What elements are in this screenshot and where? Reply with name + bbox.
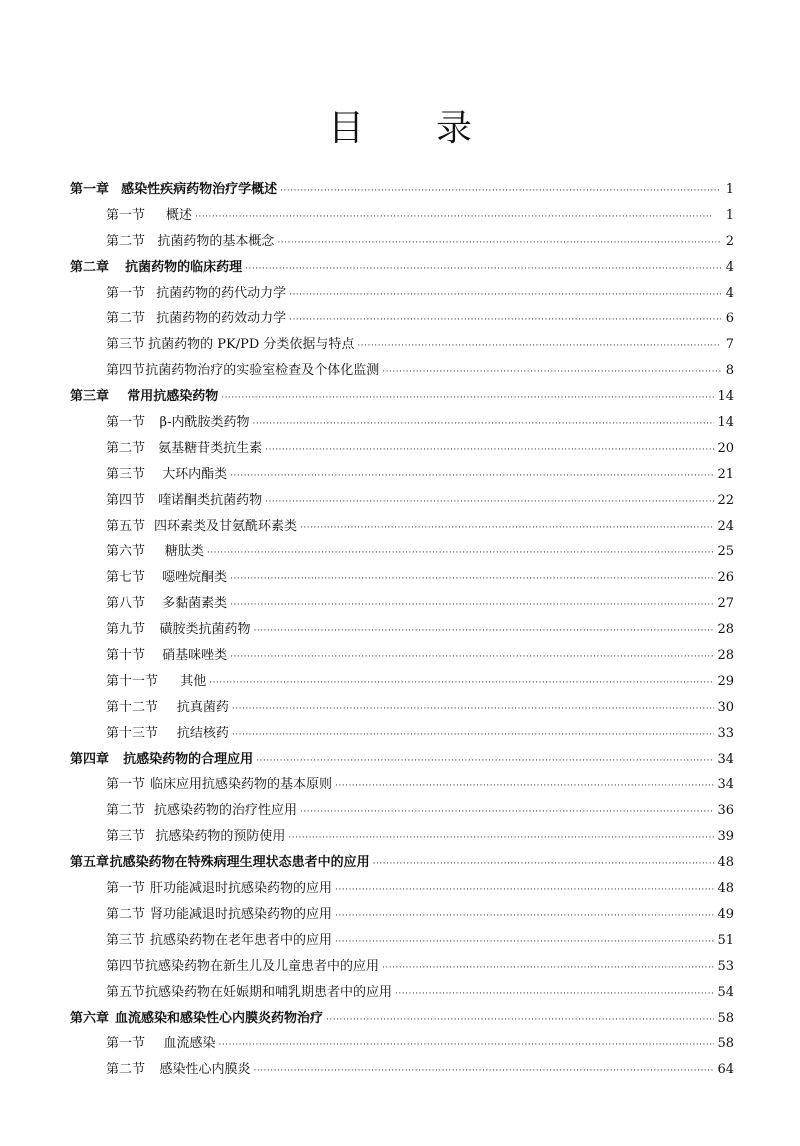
entry-title: 肝功能减退时抗感染药物的应用 [149, 881, 332, 897]
dot-leader [230, 643, 714, 671]
entry-title: 抗感染药物在特殊病理生理状态患者中的应用 [109, 855, 370, 871]
toc-section-entry[interactable] [70, 824, 734, 850]
entry-title: 四环素类及甘氨酰环素类 [154, 518, 298, 534]
entry-page-number: 4 [725, 259, 734, 275]
entry-page-number: 34 [717, 777, 734, 793]
entry-page-number: 1 [725, 207, 734, 223]
entry-page-number: 24 [717, 518, 734, 534]
toc-section-entry[interactable] [70, 565, 734, 591]
dot-leader [373, 850, 715, 878]
entry-title: 糖肽类 [164, 544, 204, 560]
entry-page-number: 14 [717, 389, 734, 405]
entry-title: β-内酰胺类药物 [159, 415, 250, 431]
toc-section-entry[interactable] [70, 358, 734, 384]
entry-number: 第二节 [106, 440, 146, 456]
toc-section-entry[interactable] [70, 902, 734, 928]
toc-section-entry[interactable] [70, 462, 734, 488]
entry-page-number: 20 [717, 440, 734, 456]
toc-chapter-entry[interactable] [70, 255, 734, 281]
toc-section-entry[interactable] [70, 514, 734, 540]
entry-number: 第三节 [106, 932, 146, 948]
dot-leader [289, 281, 721, 309]
dot-leader [232, 695, 715, 723]
dot-leader [232, 721, 715, 749]
entry-number: 第二章 [70, 259, 110, 275]
entry-number: 第六章 [70, 1010, 110, 1026]
entry-number: 第一节 [106, 881, 146, 897]
toc-section-entry[interactable] [70, 410, 734, 436]
entry-number: 第一章 [70, 182, 110, 197]
toc-section-entry[interactable] [70, 332, 734, 358]
toc-section-entry[interactable] [70, 876, 734, 902]
page-title: 目录 [327, 108, 544, 149]
entry-number: 第九节 [106, 622, 146, 638]
entry-title: 血流感染和感染性心内膜炎药物治疗 [115, 1010, 324, 1026]
toc-chapter-entry[interactable] [70, 747, 734, 773]
entry-number: 第二节 [106, 1062, 146, 1078]
dot-leader [382, 954, 714, 982]
toc-section-entry[interactable] [70, 281, 734, 307]
dot-leader [335, 772, 714, 800]
entry-page-number: 30 [717, 699, 734, 715]
toc-section-entry[interactable] [70, 643, 734, 669]
dot-leader [253, 1057, 714, 1085]
entry-number: 第五节 [106, 984, 146, 1000]
entry-title: 临床应用抗感染药物的基本原则 [149, 777, 332, 793]
entry-title: 抗菌药物治疗的实验室检查及个体化监测 [145, 363, 380, 379]
entry-page-number: 28 [717, 648, 734, 664]
toc-section-entry[interactable] [70, 1031, 734, 1057]
entry-title: 常用抗感染药物 [127, 389, 219, 405]
entry-page-number: 51 [717, 932, 734, 948]
dot-leader [357, 332, 721, 360]
toc-section-entry[interactable] [70, 591, 734, 617]
entry-number: 第一节 [106, 777, 146, 793]
entry-title: 其他 [180, 673, 207, 689]
dot-leader [265, 488, 714, 516]
entry-number: 第一节 [106, 415, 146, 431]
entry-page-number: 22 [717, 492, 734, 508]
entry-page-number: 6 [725, 311, 734, 327]
entry-page-number: 48 [717, 855, 734, 871]
entry-number: 第三节 [106, 466, 146, 482]
dot-leader [230, 591, 714, 619]
toc-section-entry[interactable] [70, 617, 734, 643]
entry-title: 感染性疾病药物治疗学概述 [121, 182, 278, 197]
dot-leader [195, 203, 721, 231]
entry-number: 第一节 [106, 1036, 146, 1052]
dot-leader [253, 617, 714, 645]
entry-number: 第二节 [106, 803, 146, 819]
entry-title: 抗菌药物的药效动力学 [156, 311, 287, 327]
entry-number: 第四章 [70, 751, 110, 767]
entry-number: 第一节 [106, 207, 146, 223]
dot-leader [382, 358, 721, 386]
entry-title: 氨基糖苷类抗生素 [158, 440, 263, 456]
entry-number: 第八节 [106, 596, 146, 612]
toc-chapter-entry[interactable] [70, 177, 734, 203]
entry-title: 抗结核药 [176, 725, 229, 741]
entry-title: 噁唑烷酮类 [162, 570, 228, 586]
entry-number: 第二节 [106, 233, 146, 249]
entry-number: 第三节 [106, 829, 146, 845]
dot-leader [289, 306, 721, 334]
entry-number: 第十二节 [106, 699, 159, 715]
dot-leader [245, 255, 721, 283]
entry-number: 第四节 [106, 363, 146, 379]
toc-section-entry[interactable] [70, 306, 734, 332]
entry-title: 概述 [166, 207, 193, 223]
entry-title: 抗感染药物的预防使用 [155, 829, 286, 845]
dot-leader [209, 669, 714, 697]
dot-leader [300, 798, 714, 826]
entry-page-number: 4 [725, 285, 734, 301]
entry-title: 多黏菌素类 [162, 596, 228, 612]
toc-section-entry[interactable] [70, 203, 734, 229]
toc-chapter-entry[interactable] [70, 850, 734, 876]
entry-title: 血流感染 [163, 1036, 216, 1052]
entry-number: 第三章 [70, 389, 110, 405]
entry-number: 第一节 [106, 285, 146, 301]
entry-page-number: 36 [717, 803, 734, 819]
entry-title: 抗感染药物在妊娠期和哺乳期患者中的应用 [145, 984, 393, 1000]
entry-title: 肾功能减退时抗感染药物的应用 [149, 906, 332, 922]
entry-title: 喹诺酮类抗菌药物 [158, 492, 263, 508]
entry-page-number: 48 [717, 881, 734, 897]
entry-title: 硝基咪唑类 [162, 648, 228, 664]
entry-title: 抗菌药物的 PK/PD 分类依据与特点 [148, 337, 355, 353]
toc-section-entry[interactable] [70, 669, 734, 695]
dot-leader [335, 928, 714, 956]
toc-section-entry[interactable] [70, 928, 734, 954]
toc-section-entry[interactable] [70, 695, 734, 721]
dot-leader [221, 384, 714, 412]
dot-leader [230, 462, 714, 490]
entry-page-number: 26 [717, 570, 734, 586]
dot-leader [277, 229, 721, 257]
entry-page-number: 49 [717, 906, 734, 922]
entry-title: 抗感染药物的合理应用 [123, 751, 254, 767]
entry-title: 大环内酯类 [162, 466, 228, 482]
entry-page-number: 29 [717, 673, 734, 689]
toc-section-entry[interactable] [70, 798, 734, 824]
entry-title: 抗真菌药 [176, 699, 229, 715]
toc-section-entry[interactable] [70, 954, 734, 980]
entry-number: 第十三节 [106, 725, 159, 741]
entry-page-number: 25 [717, 544, 734, 560]
entry-page-number: 34 [717, 751, 734, 767]
dot-leader [280, 177, 721, 205]
dot-leader [395, 980, 714, 1008]
dot-leader [326, 1006, 714, 1034]
entry-page-number: 28 [717, 622, 734, 638]
dot-leader [335, 876, 714, 904]
dot-leader [288, 824, 714, 852]
dot-leader [300, 514, 714, 542]
entry-page-number: 58 [717, 1036, 734, 1052]
entry-page-number: 2 [725, 233, 734, 249]
entry-page-number: 7 [725, 337, 734, 353]
entry-number: 第七节 [106, 570, 146, 586]
entry-number: 第二节 [106, 311, 146, 327]
entry-title: 抗感染药物在老年患者中的应用 [149, 932, 332, 948]
entry-number: 第三节 [106, 337, 146, 353]
entry-number: 第二节 [106, 906, 146, 922]
dot-leader [335, 902, 714, 930]
toc-chapter-entry[interactable] [70, 1006, 734, 1032]
toc-section-entry[interactable] [70, 980, 734, 1006]
dot-leader [219, 1031, 715, 1059]
entry-page-number: 33 [717, 725, 734, 741]
entry-number: 第五章 [70, 855, 110, 871]
dot-leader [207, 539, 715, 567]
toc-section-entry[interactable] [70, 539, 734, 565]
entry-page-number: 39 [717, 829, 734, 845]
entry-title: 抗菌药物的基本概念 [157, 233, 275, 249]
entry-title: 抗菌药物的药代动力学 [156, 285, 287, 301]
dot-leader [230, 565, 714, 593]
toc-section-entry[interactable] [70, 721, 734, 747]
entry-page-number: 58 [717, 1010, 734, 1026]
entry-title: 抗感染药物的治疗性应用 [154, 803, 298, 819]
dot-leader [265, 436, 714, 464]
entry-number: 第六节 [106, 544, 146, 560]
table-of-contents [70, 177, 734, 1083]
toc-section-entry[interactable] [70, 488, 734, 514]
entry-title: 感染性心内膜炎 [159, 1062, 251, 1078]
toc-section-entry[interactable] [70, 772, 734, 798]
dot-leader [252, 410, 714, 438]
toc-section-entry[interactable] [70, 436, 734, 462]
toc-section-entry[interactable] [70, 229, 734, 255]
entry-page-number: 21 [717, 466, 734, 482]
entry-page-number: 8 [725, 363, 734, 379]
entry-page-number: 53 [717, 958, 734, 974]
toc-chapter-entry[interactable] [70, 384, 734, 410]
entry-number: 第四节 [106, 492, 146, 508]
entry-page-number: 54 [717, 984, 734, 1000]
entry-number: 第十节 [106, 648, 146, 664]
entry-page-number: 27 [717, 596, 734, 612]
entry-number: 第四节 [106, 958, 146, 974]
entry-number: 第五节 [106, 518, 146, 534]
entry-page-number: 14 [717, 415, 734, 431]
entry-number: 第十一节 [106, 673, 159, 689]
entry-page-number: 1 [725, 182, 734, 197]
entry-page-number: 64 [717, 1062, 734, 1078]
toc-section-entry[interactable] [70, 1057, 734, 1083]
entry-title: 抗菌药物的临床药理 [125, 259, 243, 275]
entry-title: 抗感染药物在新生儿及儿童患者中的应用 [145, 958, 380, 974]
dot-leader [256, 747, 714, 775]
entry-title: 磺胺类抗菌药物 [159, 622, 251, 638]
